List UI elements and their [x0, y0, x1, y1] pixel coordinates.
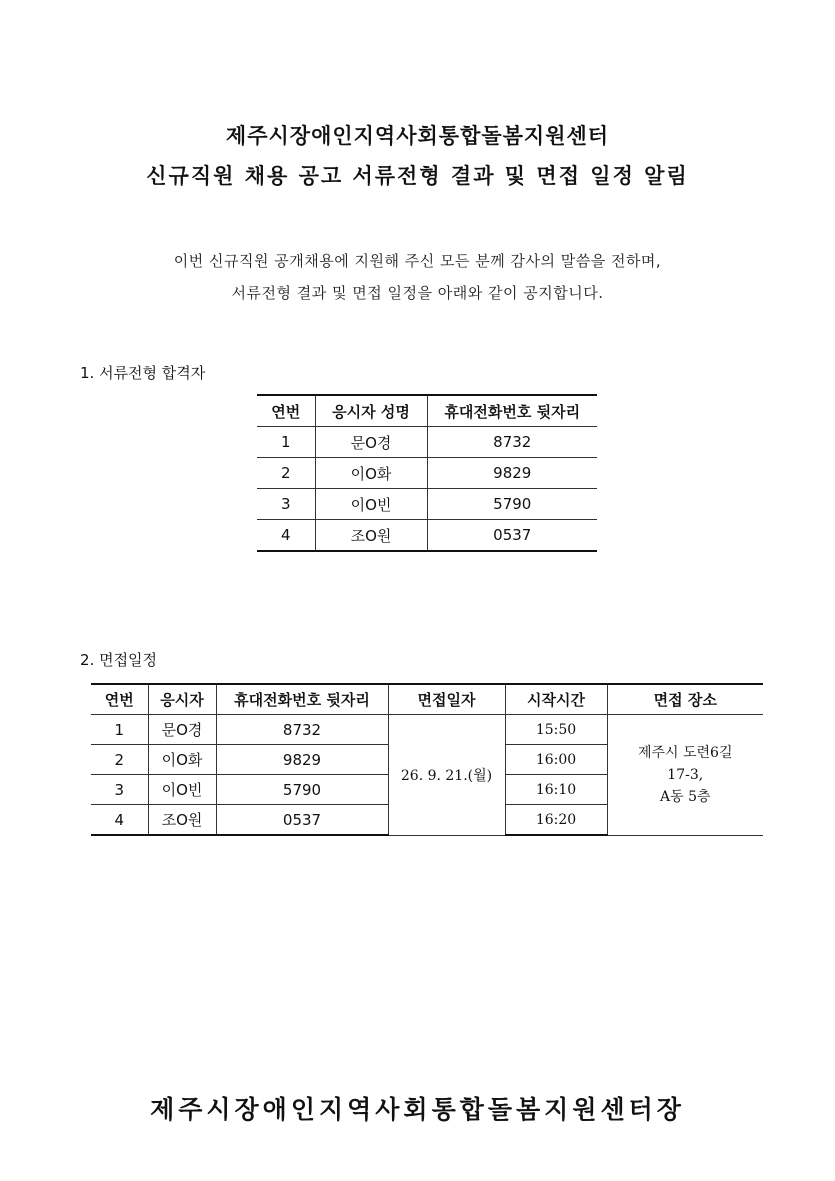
- header-interview-date: 면접일자: [388, 684, 505, 715]
- cell-interview-place: [607, 715, 763, 836]
- cell-number: 1: [91, 715, 148, 745]
- table-header-row: [91, 684, 763, 715]
- cell-number: 3: [257, 489, 315, 520]
- cell-start-time: 15:50: [505, 715, 607, 745]
- cell-phone: 5790: [427, 489, 597, 520]
- section1-heading: 1. 서류전형 합격자: [80, 364, 206, 382]
- table-header-row: [257, 395, 597, 427]
- cell-name: 이O빈: [315, 489, 427, 520]
- cell-phone: 0537: [427, 520, 597, 552]
- cell-number: 4: [257, 520, 315, 552]
- header-number: 연번: [91, 684, 148, 715]
- intro-text-line1: 이번 신규직원 공개채용에 지원해 주신 모든 분께 감사의 말씀을 전하며,: [173, 252, 662, 270]
- footer-signature: 제주시장애인지역사회통합돌봄지원센터장: [150, 1095, 685, 1124]
- cell-start-time: 16:10: [505, 775, 607, 805]
- cell-name: 조O원: [315, 520, 427, 552]
- cell-interview-date: 26. 9. 21.(월): [388, 715, 505, 836]
- place-line: 17-3,: [667, 766, 704, 783]
- header-phone-suffix: 휴대전화번호 뒷자리: [216, 684, 388, 715]
- cell-name: 조O원: [148, 805, 216, 836]
- intro-text-line2: 서류전형 결과 및 면접 일정을 아래와 같이 공지합니다.: [231, 284, 604, 302]
- table-row: [257, 458, 597, 489]
- cell-number: 2: [257, 458, 315, 489]
- page-subtitle: 신규직원 채용 공고 서류전형 결과 및 면접 일정 알림: [146, 164, 689, 188]
- cell-name: 이O화: [148, 745, 216, 775]
- cell-number: 4: [91, 805, 148, 836]
- cell-number: 2: [91, 745, 148, 775]
- cell-name: 이O화: [315, 458, 427, 489]
- header-applicant: 응시자: [148, 684, 216, 715]
- interview-schedule-table: [91, 683, 763, 836]
- cell-name: 이O빈: [148, 775, 216, 805]
- header-number: 연번: [257, 395, 315, 427]
- place-line: 제주시 도련6길: [637, 744, 733, 761]
- cell-phone: 9829: [427, 458, 597, 489]
- page-title: 제주시장애인지역사회통합돌봄지원센터: [225, 124, 610, 148]
- cell-phone: 0537: [216, 805, 388, 836]
- table-row: [91, 715, 763, 745]
- header-interview-place: 면접 장소: [607, 684, 763, 715]
- cell-phone: 5790: [216, 775, 388, 805]
- cell-number: 3: [91, 775, 148, 805]
- place-line: A동 5층: [659, 788, 711, 805]
- cell-number: 1: [257, 427, 315, 458]
- cell-start-time: 16:20: [505, 805, 607, 836]
- section2-heading: 2. 면접일정: [80, 651, 158, 669]
- header-applicant-name: 응시자 성명: [315, 395, 427, 427]
- cell-phone: 8732: [216, 715, 388, 745]
- cell-start-time: 16:00: [505, 745, 607, 775]
- table-row: [257, 489, 597, 520]
- header-phone-suffix: 휴대전화번호 뒷자리: [427, 395, 597, 427]
- cell-phone: 8732: [427, 427, 597, 458]
- cell-phone: 9829: [216, 745, 388, 775]
- cell-name: 문O경: [315, 427, 427, 458]
- cell-name: 문O경: [148, 715, 216, 745]
- table-row: [257, 427, 597, 458]
- header-start-time: 시작시간: [505, 684, 607, 715]
- passed-applicants-table: [257, 394, 597, 552]
- table-row: [257, 520, 597, 552]
